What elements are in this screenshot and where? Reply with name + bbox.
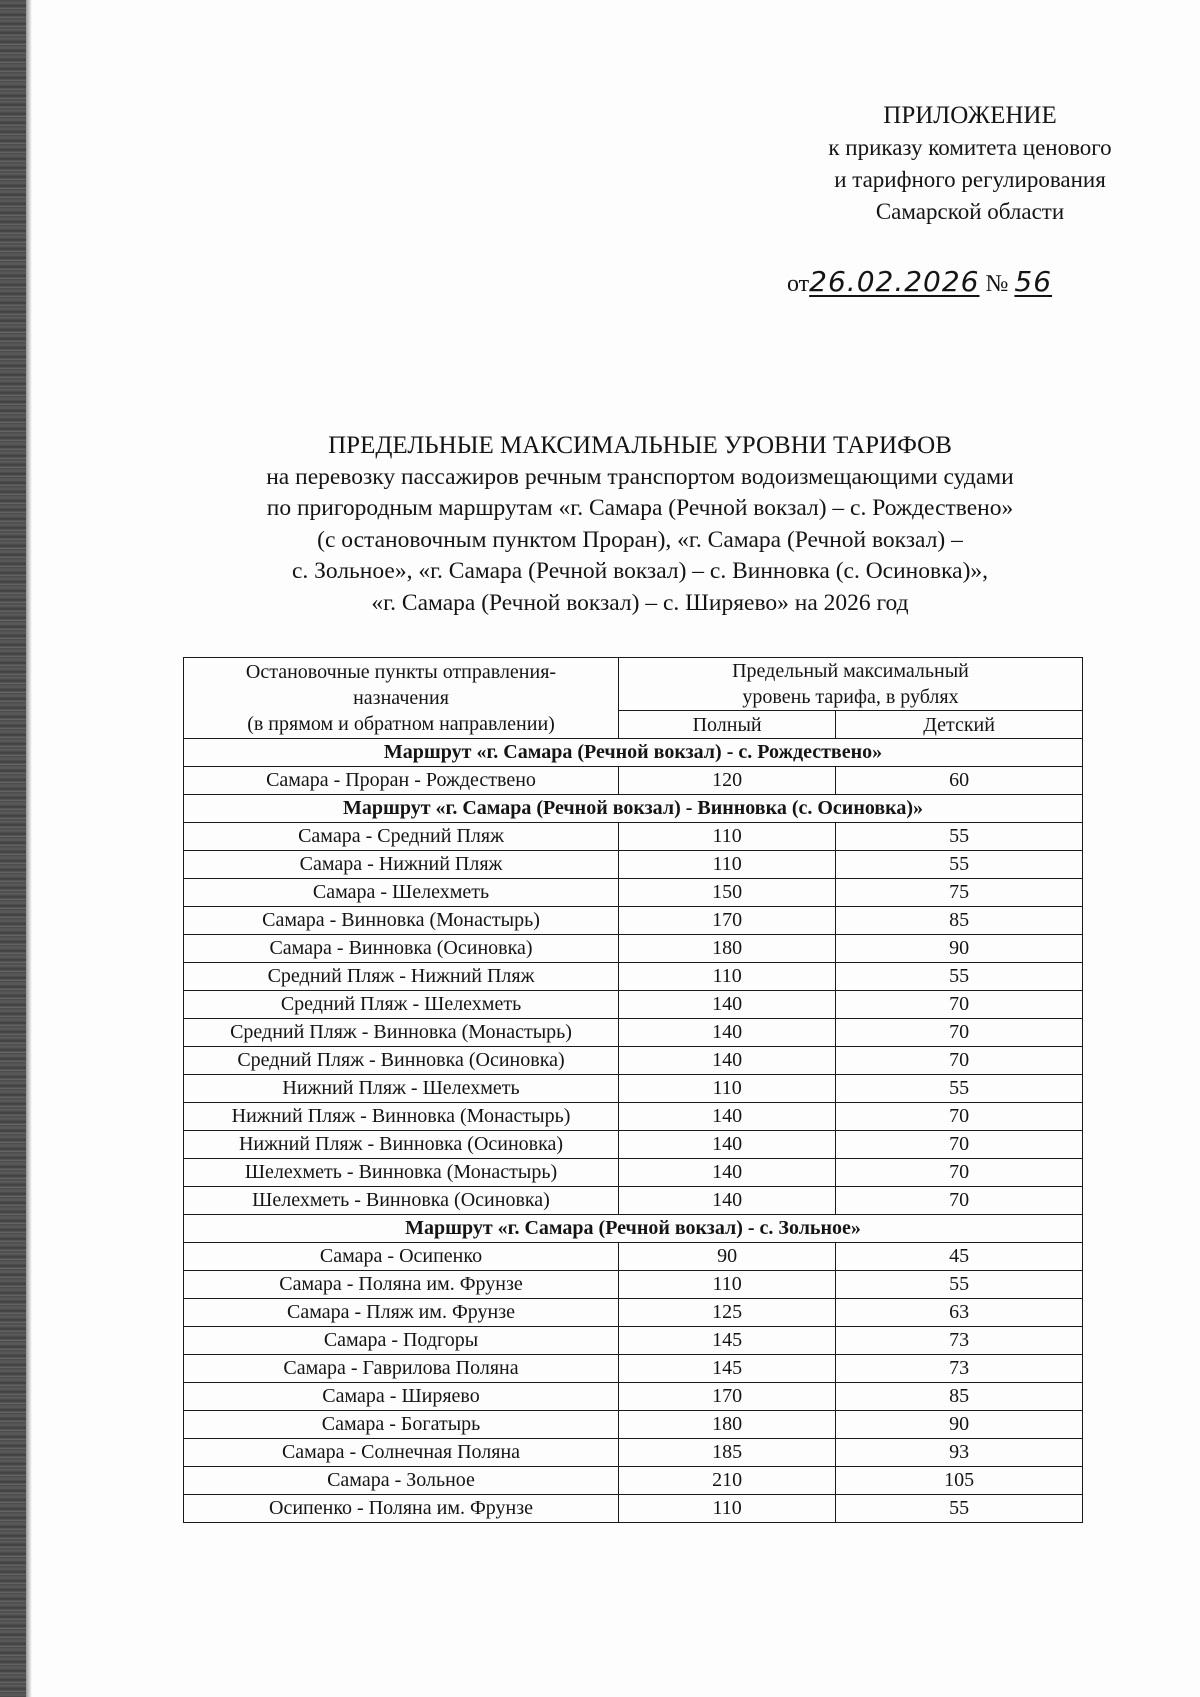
child-tariff-cell: 85 <box>836 1383 1083 1411</box>
child-tariff-cell: 73 <box>836 1355 1083 1383</box>
table-row <box>184 1243 1083 1271</box>
scan-edge <box>0 0 26 1697</box>
child-tariff-cell: 55 <box>836 1271 1083 1299</box>
child-tariff-cell: 63 <box>836 1299 1083 1327</box>
stops-cell: Самара - Ширяево <box>184 1383 619 1411</box>
child-tariff-cell: 55 <box>836 1075 1083 1103</box>
table-row <box>184 1495 1083 1523</box>
stops-cell: Самара - Гаврилова Поляна <box>184 1355 619 1383</box>
child-tariff-cell: 60 <box>836 767 1083 795</box>
full-tariff-cell: 170 <box>619 1383 836 1411</box>
header-tariff-line: уровень тарифа, в рублях <box>742 686 959 708</box>
route-name: Маршрут «г. Самара (Речной вокзал) - с. Зольное» <box>184 1215 1083 1243</box>
title-line: на перевозку пассажиров речным транспортом водоизмещающими судами <box>266 463 1014 490</box>
table-row <box>184 1327 1083 1355</box>
document-title <box>160 430 1120 619</box>
stops-cell: Самара - Пляж им. Фрунзе <box>184 1299 619 1327</box>
order-number: 56 <box>1014 265 1053 298</box>
table-row <box>184 1411 1083 1439</box>
child-tariff-cell: 55 <box>836 963 1083 991</box>
table-row <box>184 1131 1083 1159</box>
header-child: Детский <box>836 711 1083 739</box>
child-tariff-cell: 75 <box>836 879 1083 907</box>
stops-cell: Средний Пляж - Винновка (Осиновка) <box>184 1047 619 1075</box>
child-tariff-cell: 55 <box>836 851 1083 879</box>
table-row <box>184 1299 1083 1327</box>
header-full: Полный <box>619 711 836 739</box>
scan-edge-shadow <box>26 0 32 1697</box>
route-name: Маршрут «г. Самара (Речной вокзал) - с. Рождествено» <box>184 739 1083 767</box>
child-tariff-cell: 73 <box>836 1327 1083 1355</box>
header-stops-line: (в прямом и обратном направлении) <box>247 713 555 735</box>
stops-cell: Нижний Пляж - Винновка (Осиновка) <box>184 1131 619 1159</box>
table-row <box>184 1271 1083 1299</box>
child-tariff-cell: 90 <box>836 1411 1083 1439</box>
child-tariff-cell: 105 <box>836 1467 1083 1495</box>
child-tariff-cell: 70 <box>836 1187 1083 1215</box>
tariff-table <box>183 657 1083 1523</box>
appendix-line-2: и тарифного регулирования <box>834 167 1106 192</box>
full-tariff-cell: 140 <box>619 1187 836 1215</box>
child-tariff-cell: 70 <box>836 1131 1083 1159</box>
full-tariff-cell: 145 <box>619 1327 836 1355</box>
child-tariff-cell: 85 <box>836 907 1083 935</box>
full-tariff-cell: 170 <box>619 907 836 935</box>
number-prefix: № <box>985 271 1009 297</box>
full-tariff-cell: 140 <box>619 1131 836 1159</box>
stops-cell: Нижний Пляж - Шелехметь <box>184 1075 619 1103</box>
full-tariff-cell: 90 <box>619 1243 836 1271</box>
child-tariff-cell: 55 <box>836 1495 1083 1523</box>
table-row <box>184 823 1083 851</box>
stops-cell: Самара - Подгоры <box>184 1327 619 1355</box>
child-tariff-cell: 70 <box>836 1047 1083 1075</box>
stops-cell: Самара - Поляна им. Фрунзе <box>184 1271 619 1299</box>
stops-cell: Самара - Зольное <box>184 1467 619 1495</box>
full-tariff-cell: 140 <box>619 1159 836 1187</box>
stops-cell: Самара - Проран - Рождествено <box>184 767 619 795</box>
table-row <box>184 1019 1083 1047</box>
table-row <box>184 767 1083 795</box>
full-tariff-cell: 145 <box>619 1355 836 1383</box>
table-row <box>184 879 1083 907</box>
full-tariff-cell: 210 <box>619 1467 836 1495</box>
stops-cell: Самара - Винновка (Осиновка) <box>184 935 619 963</box>
table-row <box>184 851 1083 879</box>
table-row <box>184 1075 1083 1103</box>
title-main: ПРЕДЕЛЬНЫЕ МАКСИМАЛЬНЫЕ УРОВНИ ТАРИФОВ <box>328 432 952 459</box>
full-tariff-cell: 110 <box>619 963 836 991</box>
full-tariff-cell: 110 <box>619 1495 836 1523</box>
title-line: по пригородным маршрутам «г. Самара (Речной вокзал) – с. Рождествено» <box>266 495 1014 521</box>
table-row <box>184 1187 1083 1215</box>
table-row <box>184 1467 1083 1495</box>
table-row <box>184 1159 1083 1187</box>
child-tariff-cell: 70 <box>836 1103 1083 1131</box>
table-row <box>184 907 1083 935</box>
header-tariff-line: Предельный максимальный <box>732 660 969 682</box>
order-date: 26.02.2026 <box>809 265 980 298</box>
full-tariff-cell: 110 <box>619 823 836 851</box>
stops-cell: Средний Пляж - Шелехметь <box>184 991 619 1019</box>
full-tariff-cell: 150 <box>619 879 836 907</box>
stops-cell: Средний Пляж - Нижний Пляж <box>184 963 619 991</box>
header-stops-line: Остановочные пункты отправления- <box>245 661 557 683</box>
appendix-block <box>700 100 1200 228</box>
appendix-heading: ПРИЛОЖЕНИЕ <box>883 102 1057 129</box>
route-header-row <box>184 1215 1083 1243</box>
full-tariff-cell: 140 <box>619 991 836 1019</box>
full-tariff-cell: 140 <box>619 1103 836 1131</box>
title-line: с. Зольное», «г. Самара (Речной вокзал) – с. Винновка (с. Осиновка)», <box>291 558 989 584</box>
full-tariff-cell: 180 <box>619 935 836 963</box>
full-tariff-cell: 110 <box>619 1075 836 1103</box>
title-line: «г. Самара (Речной вокзал) – с. Ширяево» на 2026 год <box>371 589 909 616</box>
stops-cell: Самара - Солнечная Поляна <box>184 1439 619 1467</box>
header-stops-line: назначения <box>353 687 449 709</box>
stops-cell: Самара - Шелехметь <box>184 879 619 907</box>
child-tariff-cell: 70 <box>836 1019 1083 1047</box>
header-tariff <box>619 658 1083 711</box>
stops-cell: Шелехметь - Винновка (Монастырь) <box>184 1159 619 1187</box>
order-date-line <box>787 265 1052 298</box>
full-tariff-cell: 185 <box>619 1439 836 1467</box>
stops-cell: Самара - Винновка (Монастырь) <box>184 907 619 935</box>
stops-cell: Нижний Пляж - Винновка (Монастырь) <box>184 1103 619 1131</box>
child-tariff-cell: 93 <box>836 1439 1083 1467</box>
table-body <box>184 739 1083 1523</box>
child-tariff-cell: 45 <box>836 1243 1083 1271</box>
table-row <box>184 1439 1083 1467</box>
table-row <box>184 935 1083 963</box>
stops-cell: Самара - Осипенко <box>184 1243 619 1271</box>
child-tariff-cell: 70 <box>836 1159 1083 1187</box>
child-tariff-cell: 70 <box>836 991 1083 1019</box>
full-tariff-cell: 140 <box>619 1047 836 1075</box>
child-tariff-cell: 55 <box>836 823 1083 851</box>
title-line: (с остановочным пунктом Проран), «г. Самара (Речной вокзал) – <box>317 526 963 553</box>
stops-cell: Шелехметь - Винновка (Осиновка) <box>184 1187 619 1215</box>
stops-cell: Осипенко - Поляна им. Фрунзе <box>184 1495 619 1523</box>
table-row <box>184 963 1083 991</box>
appendix-line-3: Самарской области <box>875 199 1065 224</box>
route-name: Маршрут «г. Самара (Речной вокзал) - Винновка (с. Осиновка)» <box>184 795 1083 823</box>
full-tariff-cell: 120 <box>619 767 836 795</box>
date-prefix: от <box>787 271 810 297</box>
stops-cell: Самара - Нижний Пляж <box>184 851 619 879</box>
table-row <box>184 991 1083 1019</box>
table-row <box>184 1047 1083 1075</box>
header-stops <box>184 658 619 739</box>
full-tariff-cell: 140 <box>619 1019 836 1047</box>
stops-cell: Самара - Средний Пляж <box>184 823 619 851</box>
table-row <box>184 1383 1083 1411</box>
route-header-row <box>184 795 1083 823</box>
appendix-line-1: к приказу комитета ценового <box>828 135 1112 160</box>
stops-cell: Средний Пляж - Винновка (Монастырь) <box>184 1019 619 1047</box>
table-row <box>184 1355 1083 1383</box>
child-tariff-cell: 90 <box>836 935 1083 963</box>
stops-cell: Самара - Богатырь <box>184 1411 619 1439</box>
full-tariff-cell: 110 <box>619 1271 836 1299</box>
route-header-row <box>184 739 1083 767</box>
full-tariff-cell: 110 <box>619 851 836 879</box>
full-tariff-cell: 180 <box>619 1411 836 1439</box>
full-tariff-cell: 125 <box>619 1299 836 1327</box>
table-row <box>184 1103 1083 1131</box>
